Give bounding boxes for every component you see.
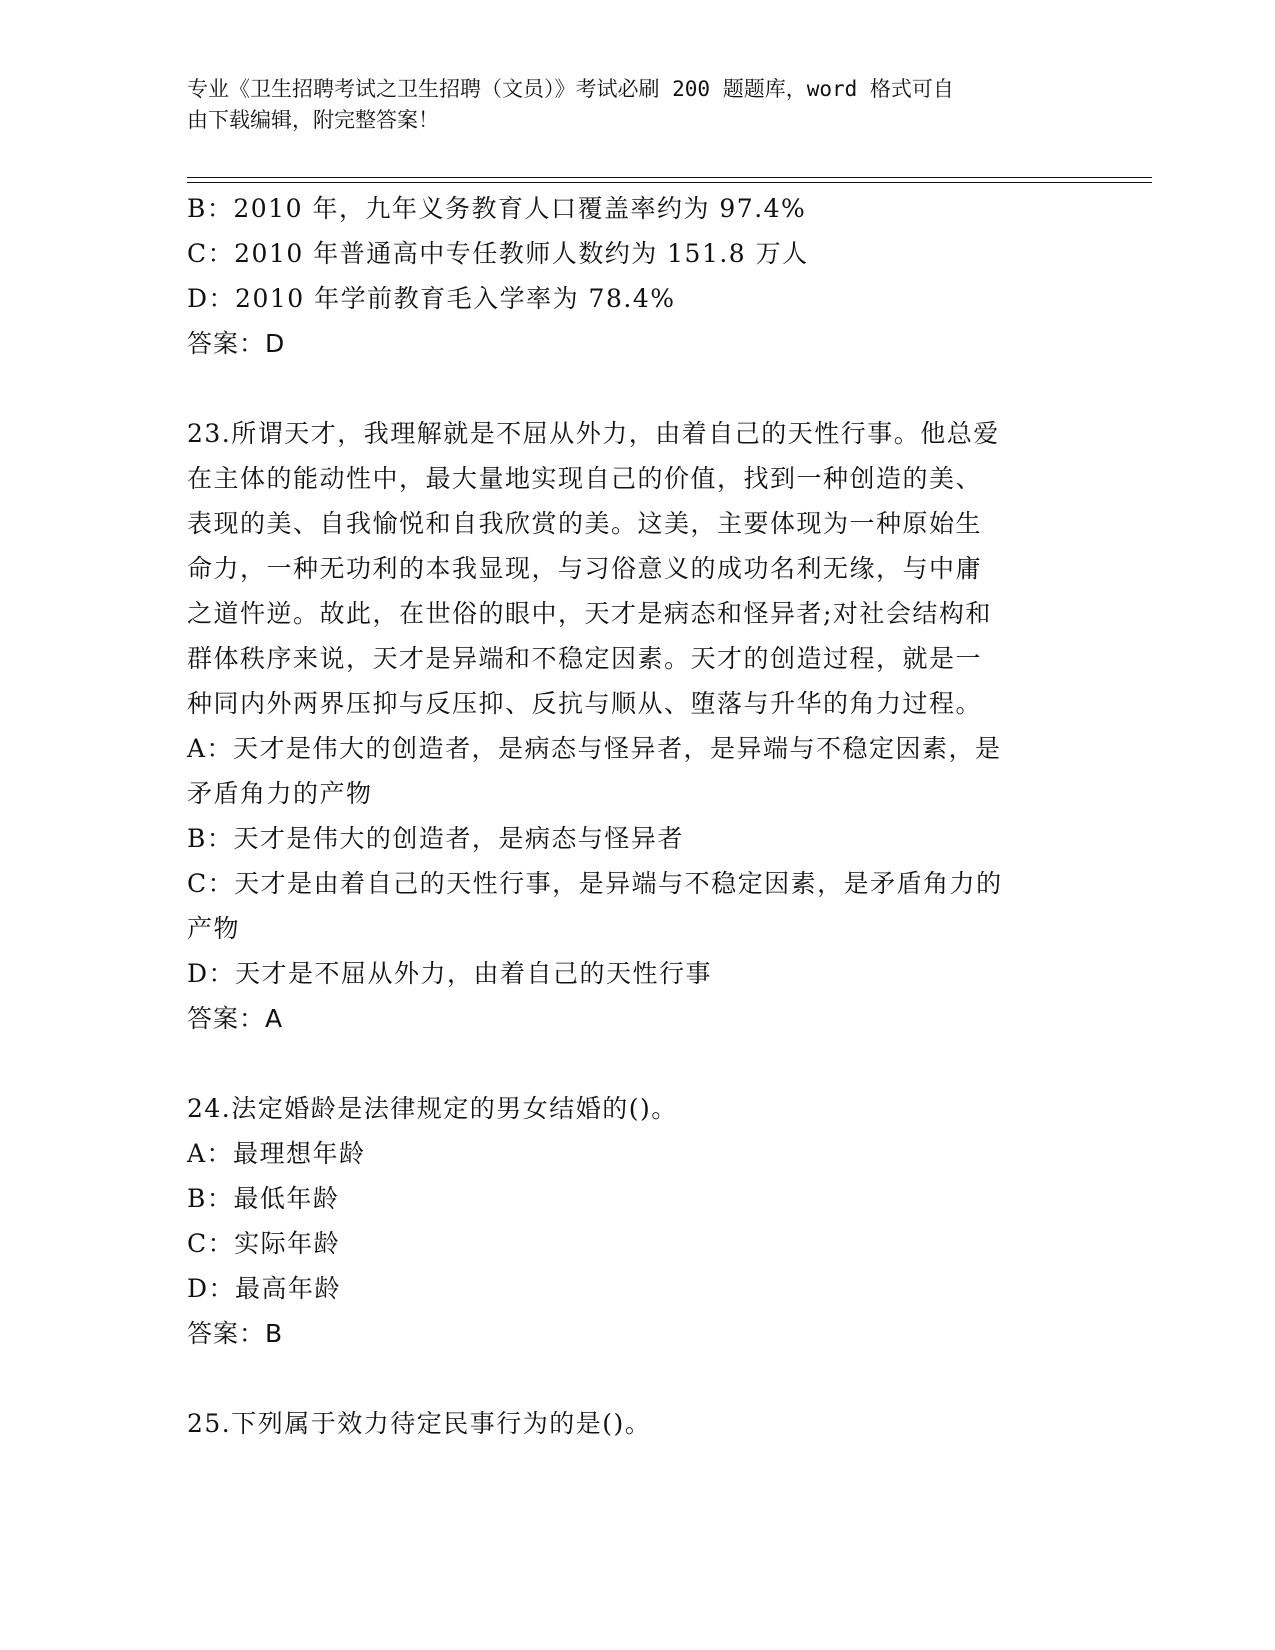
q22-option-b: B：2010 年，九年义务教育人口覆盖率约为 97.4% [187, 194, 807, 223]
q23-option-c: C：天才是由着自己的天性行事，是异端与不稳定因素，是矛盾角力的 [187, 869, 1003, 898]
q23-option-a-cont: 矛盾角力的产物 [187, 779, 373, 808]
header-line-2: 由下载编辑，附完整答案！ [187, 108, 439, 132]
q24-option-d: D：最高年龄 [187, 1274, 342, 1303]
q23-stem-line: 命力，一种无功利的本我显现，与习俗意义的成功名利无缘，与中庸 [187, 554, 983, 583]
q24-answer: 答案：B [187, 1319, 284, 1348]
q23-stem-line: 在主体的能动性中，最大量地实现自己的价值，找到一种创造的美、 [187, 464, 983, 493]
q24-option-b: B：最低年龄 [187, 1184, 340, 1213]
q24-stem: 24.法定婚龄是法律规定的男女结婚的()。 [187, 1094, 678, 1123]
q22-option-c: C：2010 年普通高中专任教师人数约为 151.8 万人 [187, 239, 809, 268]
q23-stem-line: 表现的美、自我愉悦和自我欣赏的美。这美，主要体现为一种原始生 [187, 509, 983, 538]
q25-stem: 25.下列属于效力待定民事行为的是()。 [187, 1409, 652, 1438]
q23-stem-line: 23.所谓天才，我理解就是不屈从外力，由着自己的天性行事。他总爱 [187, 419, 1000, 448]
header-rule-bottom [187, 182, 1152, 183]
q23-option-d: D：天才是不屈从外力，由着自己的天性行事 [187, 959, 713, 988]
q23-option-c-cont: 产物 [187, 914, 241, 943]
q23-option-b: B：天才是伟大的创造者，是病态与怪异者 [187, 824, 684, 853]
header-rule-top [187, 177, 1152, 178]
q22-answer: 答案：D [187, 329, 286, 358]
q22-option-d: D：2010 年学前教育毛入学率为 78.4% [187, 284, 676, 313]
q23-answer: 答案：A [187, 1004, 284, 1033]
document-header [187, 74, 1067, 136]
q24-option-c: C：实际年龄 [187, 1229, 341, 1258]
q24-option-a: A：最理想年龄 [187, 1139, 366, 1168]
document-body [187, 186, 1087, 1446]
q23-stem-line: 之道忤逆。故此，在世俗的眼中，天才是病态和怪异者;对社会结构和 [187, 599, 992, 628]
q23-option-a: A：天才是伟大的创造者，是病态与怪异者，是异端与不稳定因素，是 [187, 734, 1002, 763]
header-line-1: 专业《卫生招聘考试之卫生招聘（文员）》考试必刷 200 题题库，word 格式可自 [187, 77, 954, 101]
q23-stem-line: 种同内外两界压抑与反压抑、反抗与顺从、堕落与升华的角力过程。 [187, 689, 983, 718]
q23-stem-line: 群体秩序来说，天才是异端和不稳定因素。天才的创造过程，就是一 [187, 644, 983, 673]
